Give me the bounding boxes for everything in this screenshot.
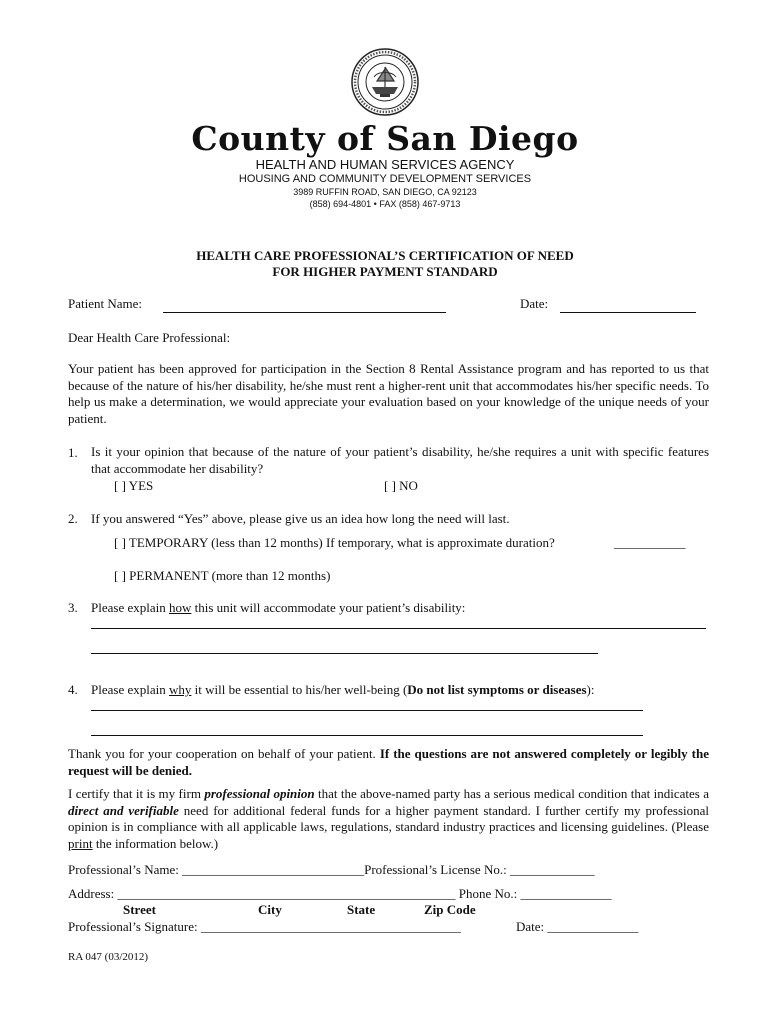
agency-phone-fax: (858) 694-4801 • FAX (858) 467-9713: [309, 199, 461, 209]
q4-number: 4.: [68, 682, 78, 697]
q1-text: Is it your opinion that because of the nature of your patient’s disability, he/she requires a unit with specific features that accommodate her disability?: [91, 444, 709, 476]
form-title-line2: FOR HIGHER PAYMENT STANDARD: [272, 264, 498, 279]
q4-answer-line-1[interactable]: [91, 710, 643, 711]
date-field[interactable]: [560, 312, 696, 313]
street-label: Street: [123, 902, 156, 917]
q3-answer-line-2[interactable]: [91, 653, 598, 654]
professional-name-row[interactable]: Professional’s Name: ____________________________Professional’s License No.: _____________: [68, 862, 595, 877]
intro-paragraph: Your patient has been approved for participation in the Section 8 Rental Assistance program and has reported to us that because of the nature of his/her disability, he/she must rent a higher-rent unit that accommodates his/her specific needs. To help us make a determination, we would appreciate your evaluation based on your knowledge of the unique needs of your patient.: [68, 361, 709, 426]
county-name: County of San Diego: [191, 119, 579, 158]
signature-row[interactable]: Professional’s Signature: ________________________________________: [68, 919, 461, 934]
q2-permanent-checkbox[interactable]: [ ] PERMANENT (more than 12 months): [114, 568, 331, 583]
q1-number: 1.: [68, 445, 78, 460]
patient-name-label: Patient Name:: [68, 296, 143, 311]
signature-date-row[interactable]: Date: ______________: [516, 919, 639, 934]
salutation: Dear Health Care Professional:: [68, 330, 231, 345]
thank-you-paragraph: Thank you for your cooperation on behalf of your patient. If the questions are not answered completely or legibly the request will be denied.: [68, 746, 709, 778]
date-label: Date:: [520, 296, 549, 311]
q2-number: 2.: [68, 511, 78, 526]
q4-answer-line-2[interactable]: [91, 735, 643, 736]
city-label: City: [258, 902, 282, 917]
patient-name-field[interactable]: [163, 312, 446, 313]
q3-number: 3.: [68, 600, 78, 615]
certification-paragraph: I certify that it is my firm professional opinion that the above-named party has a serious medical condition that indicates a direct and verifiable need for additional federal funds for a higher payment standard. I further certify my professional opinion is in compliance with all applicable laws, regulations, standard industry practices and licensing guidelines. (Please print the information below.): [68, 786, 709, 851]
q1-yes-checkbox[interactable]: [ ] YES: [114, 478, 154, 493]
q3-answer-line-1[interactable]: [91, 628, 706, 629]
agency-address: 3989 RUFFIN ROAD, SAN DIEGO, CA 92123: [293, 187, 477, 197]
form-id: RA 047 (03/2012): [68, 951, 149, 963]
agency-name: HEALTH AND HUMAN SERVICES AGENCY: [255, 157, 515, 172]
department-name: HOUSING AND COMMUNITY DEVELOPMENT SERVICES: [238, 173, 532, 185]
q2-duration-field[interactable]: ___________: [614, 535, 686, 550]
form-title-line1: HEALTH CARE PROFESSIONAL’S CERTIFICATION OF NEED: [196, 248, 574, 263]
address-row[interactable]: Address: ____________________________________________________ Phone No.: ______________: [68, 886, 612, 901]
county-seal: [350, 47, 420, 117]
zip-label: Zip Code: [424, 902, 476, 917]
q2-text: If you answered “Yes” above, please give us an idea how long the need will last.: [91, 511, 510, 526]
state-label: State: [347, 902, 376, 917]
q2-temporary-checkbox[interactable]: [ ] TEMPORARY (less than 12 months) If temporary, what is approximate duration?: [114, 535, 555, 550]
q3-text: Please explain how this unit will accommodate your patient’s disability:: [91, 600, 466, 615]
q4-text: Please explain why it will be essential to his/her well-being (Do not list symptoms or diseases):: [91, 682, 595, 697]
q1-no-checkbox[interactable]: [ ] NO: [384, 478, 418, 493]
